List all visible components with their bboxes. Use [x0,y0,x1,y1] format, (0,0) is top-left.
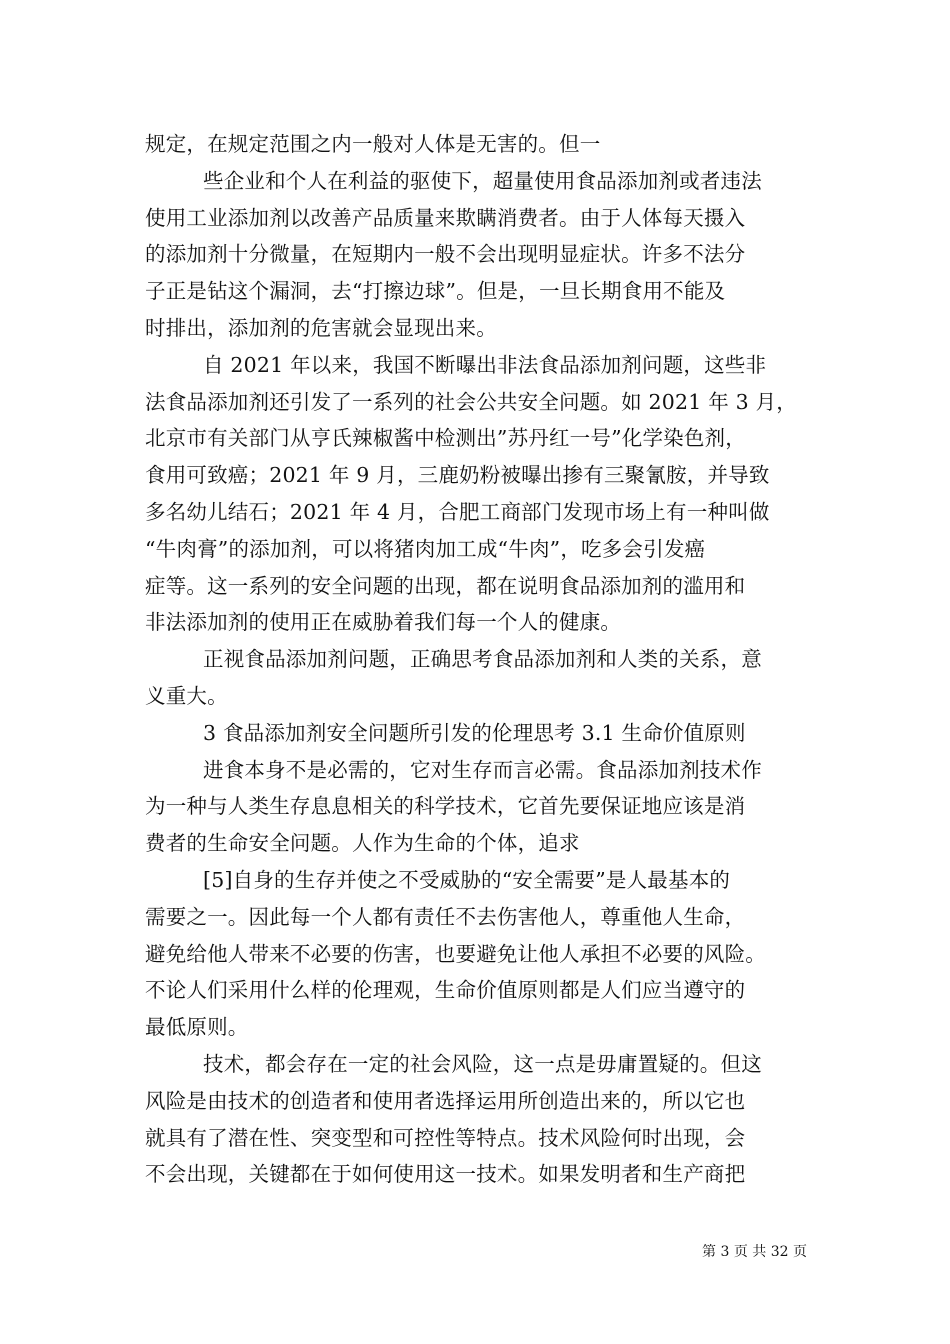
text-line: 进食本身不是必需的，它对生存而言必需。食品添加剂技术作 [203,757,762,782]
text-line: 最低原则。 [145,1015,249,1040]
text-line: 时排出，添加剂的危害就会显现出来。 [145,315,497,340]
text-line: [5]自身的生存并使之不受威胁的“安全需要”是人最基本的 [203,867,731,892]
text-line: 些企业和个人在利益的驱使下，超量使用食品添加剂或者违法 [203,168,762,193]
text-line: 法食品添加剂还引发了一系列的社会公共安全问题。如 2021 年 3 月， [145,389,797,414]
text-line: 费者的生命安全问题。人作为生命的个体，追求 [145,831,580,856]
text-line: 子正是钻这个漏洞，去“打擦边球”。但是，一旦长期食用不能及 [145,279,726,304]
text-line: 食用可致癌；2021 年 9 月，三鹿奶粉被曝出掺有三聚氰胺，并导致 [145,463,770,488]
text-line: 使用工业添加剂以改善产品质量来欺瞒消费者。由于人体每天摄入 [145,205,746,230]
text-line: 规定，在规定范围之内一般对人体是无害的。但一 [145,132,601,156]
text-line: 非法添加剂的使用正在威胁着我们每一个人的健康。 [145,610,622,635]
text-line: 症等。这一系列的安全问题的出现，都在说明食品添加剂的滥用和 [145,573,746,598]
text-line: 自 2021 年以来，我国不断曝出非法食品添加剂问题，这些非 [203,352,767,377]
text-line: 不论人们采用什么样的伦理观，生命价值原则都是人们应当遵守的 [145,978,746,1003]
text-line: 义重大。 [145,683,228,708]
text-line: 技术，都会存在一定的社会风险，这一点是毋庸置疑的。但这 [203,1051,762,1076]
text-line: 风险是由技术的创造者和使用者选择运用所创造出来的，所以它也 [145,1088,746,1113]
body-text [145,126,815,1193]
text-line: 避免给他人带来不必要的伤害，也要避免让他人承担不必要的风险。 [145,941,766,966]
text-line: 多名幼儿结石；2021 年 4 月，合肥工商部门发现市场上有一种叫做 [145,499,770,524]
text-line: 需要之一。因此每一个人都有责任不去伤害他人，尊重他人生命， [145,904,746,929]
page-number: 第 3 页 共 32 页 [702,1244,807,1260]
text-line: 不会出现，关键都在于如何使用这一技术。如果发明者和生产商把 [145,1162,746,1187]
text-line: 就具有了潜在性、突变型和可控性等特点。技术风险何时出现，会 [145,1125,746,1150]
text-line: 北京市有关部门从亨氏辣椒酱中检测出”苏丹红一号”化学染色剂， [145,426,746,451]
text-line: “牛肉膏”的添加剂，可以将猪肉加工成“牛肉”，吃多会引发癌 [145,536,706,561]
text-line: 正视食品添加剂问题，正确思考食品添加剂和人类的关系，意 [203,647,762,672]
text-line: 为一种与人类生存息息相关的科学技术，它首先要保证地应该是消 [145,794,746,819]
text-line: 的添加剂十分微量，在短期内一般不会出现明显症状。许多不法分 [145,242,746,267]
text-line: 3 食品添加剂安全问题所引发的伦理思考 3.1 生命价值原则 [203,720,746,745]
